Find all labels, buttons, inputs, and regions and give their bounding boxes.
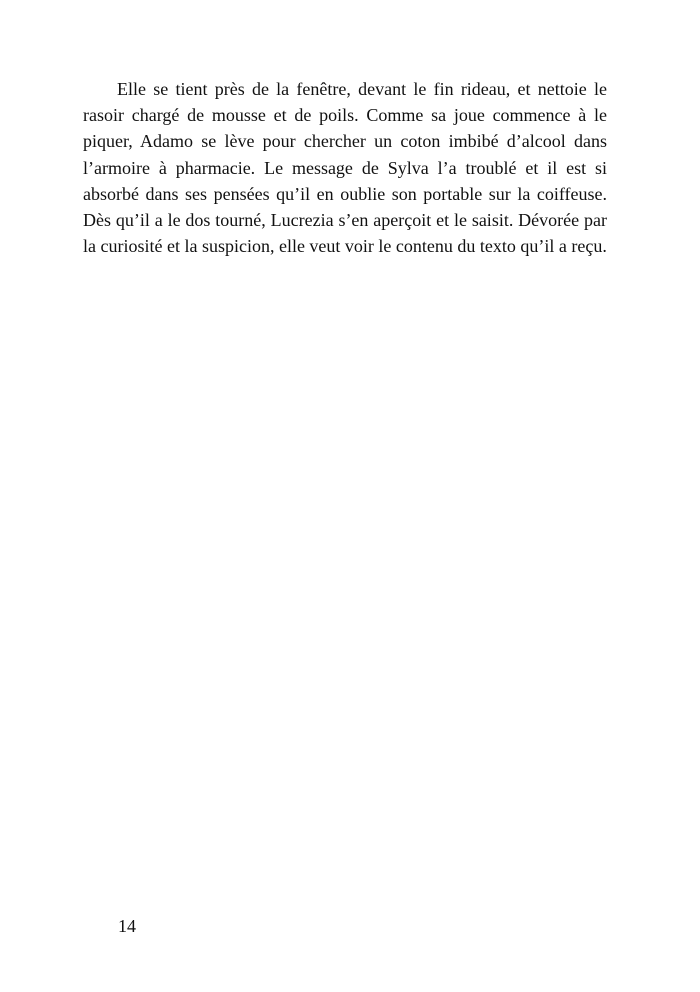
body-paragraph: Elle se tient près de la fenêtre, devant le fin rideau, et nettoie le rasoir chargé de mousse et de poils. Comme sa joue commence à le piquer, Adamo se lève pour chercher un coton imbibé d’alcool dans l’armoire à pharmacie. Le message de Sylva l’a troublé et il est si absorbé dans ses pensées qu’il en oublie son portable sur la coiffeuse. Dès qu’il a le dos tourné, Lucrezia s’en aperçoit et le saisit. Dévorée par la curiosité et la suspicion, elle veut voir le contenu du texto qu’il a reçu. [83, 79, 607, 257]
page-number: 14 [118, 916, 136, 936]
